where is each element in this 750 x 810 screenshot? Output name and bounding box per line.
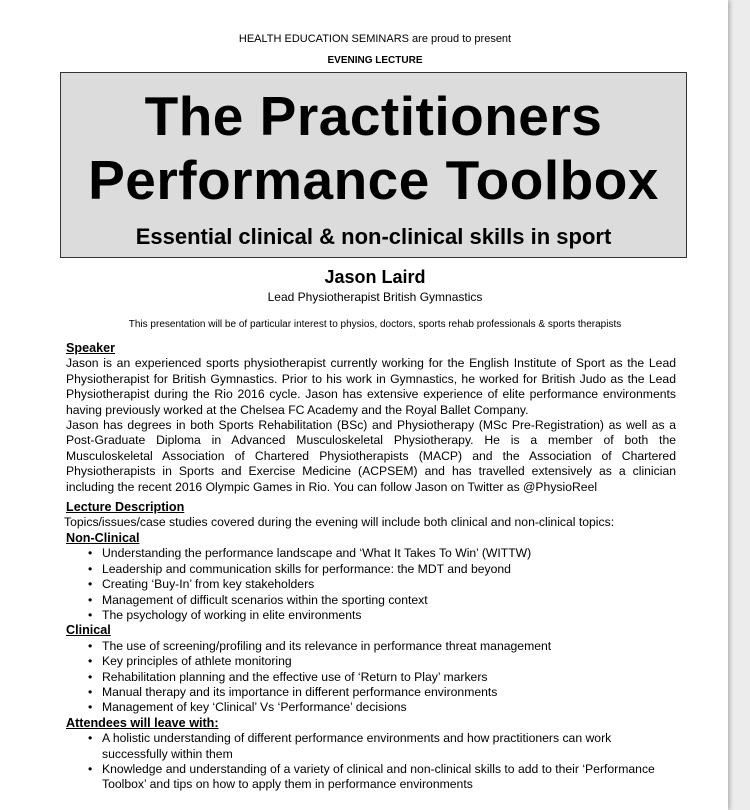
- clinical-list: [66, 639, 676, 716]
- list-item: • Leadership and communication skills for performance: the MDT and beyond: [102, 562, 676, 577]
- list-item: • Rehabilitation planning and the effective use of ‘Return to Play’ markers: [102, 670, 676, 685]
- speaker-bio-2: Jason has degrees in both Sports Rehabilitation (BSc) and Physiotherapy (MSc Pre-Registration) as well as a Post-Graduate Diploma in Advanced Musculoskeletal Physiotherapy. He is a member of both the Musculoskeletal Association of Chartered Physiotherapists (MACP) and the Association of Chartered Physiotherapists in Sports and Exercise Medicine (ACPSEM) and has travelled extensively as a clinician including the recent 2016 Olympic Games in Rio. You can follow Jason on Twitter as @PhysioReel: [66, 418, 676, 494]
- list-item: • Management of key ‘Clinical’ Vs ‘Performance’ decisions: [102, 700, 676, 715]
- body-content: [66, 341, 676, 793]
- title-box: [60, 72, 687, 258]
- title-line-2: Performance Toolbox: [88, 149, 659, 211]
- speaker-role: Lead Physiotherapist British Gymnastics: [267, 290, 483, 304]
- non-clinical-list: [66, 546, 676, 623]
- list-item: • Manual therapy and its importance in different performance environments: [102, 685, 676, 700]
- title-line-1: The Practitioners: [144, 85, 603, 147]
- lecture-heading: Lecture Description: [66, 500, 185, 515]
- list-item: • Management of difficult scenarios within the sporting context: [102, 593, 676, 608]
- list-item: • Knowledge and understanding of a variety of clinical and non-clinical skills to add to their ‘Performance Toolbox’ and tips on how to apply them in performance environments: [102, 762, 676, 793]
- list-item: • Creating ‘Buy-In’ from key stakeholders: [102, 577, 676, 592]
- list-item: • The psychology of working in elite environments: [102, 608, 676, 623]
- clinical-heading: Clinical: [66, 623, 111, 638]
- list-item: • Understanding the performance landscape and ‘What It Takes To Win’ (WITTW): [102, 546, 676, 561]
- event-type: EVENING LECTURE: [327, 55, 423, 66]
- list-item: • The use of screening/profiling and its relevance in performance threat management: [102, 639, 676, 654]
- list-item: • A holistic understanding of different performance environments and how practitioners can work successfully within them: [102, 731, 676, 762]
- speaker-bio-1: Jason is an experienced sports physiotherapist currently working for the English Institute of Sport as the Lead Physiotherapist for British Gymnastics. Prior to his work in Gymnastics, he worked for British Judo as the Lead Physiotherapist during the Rio 2016 cycle. Jason has extensive experience of elite performance environments having previously worked at the Chelsea FC Academy and the Royal Ballet Company.: [66, 356, 676, 417]
- speaker-heading: Speaker: [66, 341, 116, 355]
- lecture-intro: Topics/issues/case studies covered during the evening will include both clinical and non-clinical topics:: [64, 515, 615, 530]
- non-clinical-heading: Non-Clinical: [66, 530, 140, 545]
- list-item: • Key principles of athlete monitoring: [102, 654, 676, 669]
- attendees-heading: Attendees will leave with:: [66, 715, 219, 730]
- attendees-list: [66, 731, 676, 793]
- audience-note: This presentation will be of particular interest to physios, doctors, sports rehab professionals & sports therapists: [128, 319, 622, 330]
- subtitle: Essential clinical & non-clinical skills in sport: [135, 224, 612, 249]
- presenter-line: HEALTH EDUCATION SEMINARS are proud to present: [238, 33, 512, 45]
- speaker-name: Jason Laird: [324, 267, 426, 287]
